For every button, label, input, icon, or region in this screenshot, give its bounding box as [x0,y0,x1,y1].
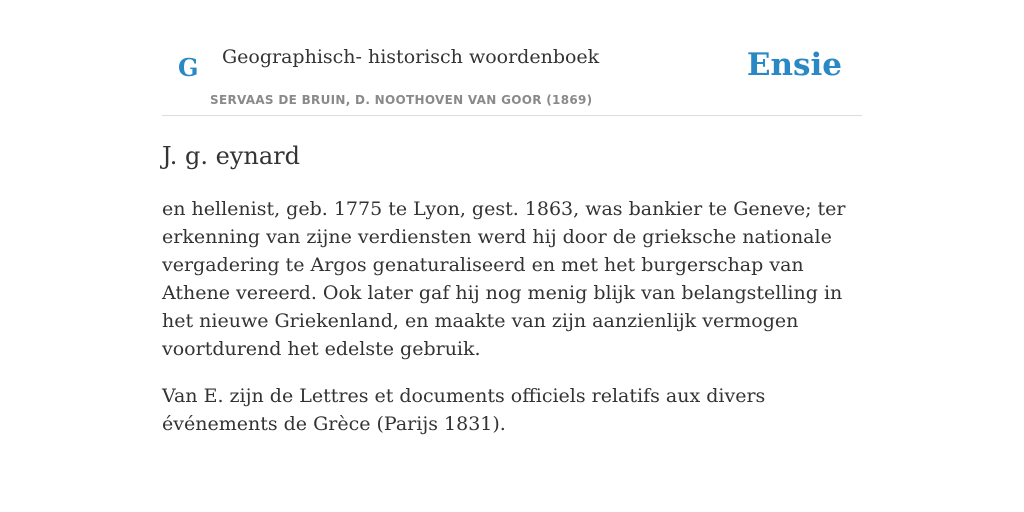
entry-title: J. g. eynard [162,142,300,170]
entry-paragraph-2: Van E. zijn de Lettres et documents officiels relatifs aux divers événements de Grèce (Parijs 1831). [162,385,766,435]
page [162,0,862,457]
book-letter-icon[interactable]: G [178,53,199,82]
entry-paragraph-1: en hellenist, geb. 1775 te Lyon, gest. 1863, was bankier te Geneve; ter erkenning van zijne verdiensten werd hij door de grieksche nationale vergadering te Argos genaturaliseerd en met het burgerschap van Athene vereerd. Ook later gaf hij nog menig blijk van belangstelling in het nieuwe Griekenland, en maakte van zijn aanzienlijk vermogen voortdurend het edelste gebruik. [162,198,846,360]
book-title-link[interactable]: Geographisch- historisch woordenboek [222,46,600,68]
ensie-logo[interactable]: Ensie [746,47,842,83]
book-header [162,0,862,116]
book-authors-meta: SERVAAS DE BRUIN, D. NOOTHOVEN VAN GOOR (1869) [210,93,593,107]
entry-body [162,195,862,438]
